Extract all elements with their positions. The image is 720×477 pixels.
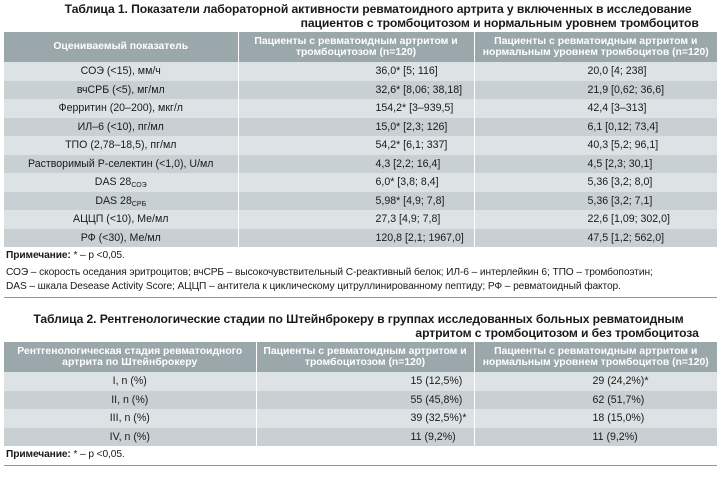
thrombo-cell: 36,0* [5; 116]	[238, 62, 474, 81]
divider	[4, 297, 717, 298]
param-cell: СОЭ (<15), мм/ч	[4, 62, 238, 81]
table-row	[4, 192, 717, 211]
table-row	[4, 118, 717, 137]
normal-cell: 4,5 [2,3; 30,1]	[474, 155, 717, 174]
param-subscript: СОЭ	[131, 182, 147, 190]
param-cell	[4, 192, 238, 211]
table2-caption-line2: артритом с тромбоцитозом и без тромбоцитоза	[415, 326, 699, 340]
stage-cell: II, n (%)	[4, 391, 256, 410]
thrombo-cell: 6,0* [3,8; 8,4]	[238, 173, 474, 192]
table1-caption	[0, 2, 706, 30]
thrombo-cell: 39 (32,5%)*	[256, 409, 474, 428]
table2-caption	[0, 312, 706, 340]
normal-cell: 62 (51,7%)	[474, 391, 717, 410]
table-row	[4, 428, 717, 447]
table2-header-thrombo: Пациенты с ревматоидным артритом и тромбоцитозом (n=120)	[256, 342, 474, 372]
thrombo-cell: 27,3 [4,9; 7,8]	[238, 210, 474, 229]
normal-cell: 6,1 [0,12; 73,4]	[474, 118, 717, 137]
param-cell	[4, 173, 238, 192]
table2-header-stage: Рентгенологическая стадия ревматоидного артрита по Штейнброкеру	[4, 342, 256, 372]
table1	[4, 32, 717, 247]
param-label: DAS 28	[95, 194, 132, 207]
param-cell: АЦЦП (<10), Ме/мл	[4, 210, 238, 229]
table1-header-param: Оцениваемый показатель	[4, 32, 238, 62]
normal-cell: 21,9 [0,62; 36,6]	[474, 81, 717, 100]
normal-cell: 42,4 [3–313]	[474, 99, 717, 118]
table1-header-row	[4, 32, 717, 62]
normal-cell: 47,5 [1,2; 562,0]	[474, 229, 717, 248]
thrombo-cell: 54,2* [6,1; 337]	[238, 136, 474, 155]
table1-note	[0, 249, 720, 263]
table-row	[4, 210, 717, 229]
normal-cell: 29 (24,2%)*	[474, 372, 717, 391]
table-row	[4, 173, 717, 192]
param-label: DAS 28	[94, 176, 132, 189]
param-subscript: СРБ	[131, 200, 147, 208]
param-cell: РФ (<30), Ме/мл	[4, 229, 238, 248]
table1-header-normal: Пациенты с ревматоидным артритом и нормальным уровнем тромбоцитов (n=120)	[474, 32, 717, 62]
table1-caption-line1: Таблица 1. Показатели лабораторной активности ревматоидного артрита у включенных в исследование	[64, 2, 692, 16]
stage-cell: IV, n (%)	[4, 428, 256, 447]
document-page	[0, 2, 720, 477]
param-cell: вчСРБ (<5), мг/мл	[4, 81, 238, 100]
table2	[4, 342, 717, 446]
stage-cell: I, n (%)	[4, 372, 256, 391]
table-row	[4, 391, 717, 410]
thrombo-cell: 15,0* [2,3; 126]	[238, 118, 474, 137]
param-cell: ТПО (2,78–18,5), пг/мл	[4, 136, 238, 155]
thrombo-cell: 55 (45,8%)	[256, 391, 474, 410]
normal-cell: 11 (9,2%)	[474, 428, 717, 447]
table2-header-normal: Пациенты с ревматоидным артритом и нормальным уровнем тромбоцитов (n=120)	[474, 342, 717, 372]
table1-header-thrombo: Пациенты с ревматоидным артритом и тромбоцитозом (n=120)	[238, 32, 474, 62]
thrombo-cell: 120,8 [2,1; 1967,0]	[238, 229, 474, 248]
table1-abbrev-line2: DAS – шкала Desease Activity Score; АЦЦП – антитела к циклическому цитруллинированному пептиду; РФ – ревматоидный фактор.	[6, 281, 621, 292]
table2-header-row	[4, 342, 717, 372]
table2-note-text: * – р <0,05.	[70, 449, 125, 460]
table1-abbrev-line1: СОЭ – скорость оседания эритроцитов; вчСРБ – высокочувствительный С-реактивный белок; ИЛ-6 – интерлейкин 6; ТПО – тромбопоэтин;	[6, 267, 653, 278]
table-row	[4, 155, 717, 174]
param-cell: Ферритин (20–200), мкг/л	[4, 99, 238, 118]
table1-note-text: * – р <0,05.	[70, 250, 125, 261]
normal-cell: 18 (15,0%)	[474, 409, 717, 428]
table-row	[4, 62, 717, 81]
thrombo-cell: 154,2* [3–939,5]	[238, 99, 474, 118]
table-row	[4, 229, 717, 248]
table-row	[4, 99, 717, 118]
table2-note-label: Примечание:	[6, 449, 71, 460]
thrombo-cell: 15 (12,5%)	[256, 372, 474, 391]
table1-caption-line2: пациентов с тромбоцитозом и нормальным уровнем тромбоцитов	[300, 16, 699, 30]
table2-caption-line1: Таблица 2. Рентгенологические стадии по Штейнброкеру в группах исследованных больных ревматоидным	[33, 312, 684, 326]
stage-cell: III, n (%)	[4, 409, 256, 428]
normal-cell: 5,36 [3,2; 7,1]	[474, 192, 717, 211]
thrombo-cell: 32,6* [8,06; 38,18]	[238, 81, 474, 100]
thrombo-cell: 5,98* [4,9; 7,8]	[238, 192, 474, 211]
table-row	[4, 372, 717, 391]
table-row	[4, 409, 717, 428]
normal-cell: 5,36 [3,2; 8,0]	[474, 173, 717, 192]
normal-cell: 40,3 [5,2; 96,1]	[474, 136, 717, 155]
normal-cell: 20,0 [4; 238]	[474, 62, 717, 81]
table1-note-label: Примечание:	[6, 250, 71, 261]
thrombo-cell: 11 (9,2%)	[256, 428, 474, 447]
divider	[4, 465, 717, 466]
param-cell: Растворимый Р-селектин (<1,0), U/мл	[4, 155, 238, 174]
table-row	[4, 81, 717, 100]
table-row	[4, 136, 717, 155]
thrombo-cell: 4,3 [2,2; 16,4]	[238, 155, 474, 174]
normal-cell: 22,6 [1,09; 302,0]	[474, 210, 717, 229]
param-cell: ИЛ–6 (<10), пг/мл	[4, 118, 238, 137]
table2-note	[0, 448, 720, 462]
